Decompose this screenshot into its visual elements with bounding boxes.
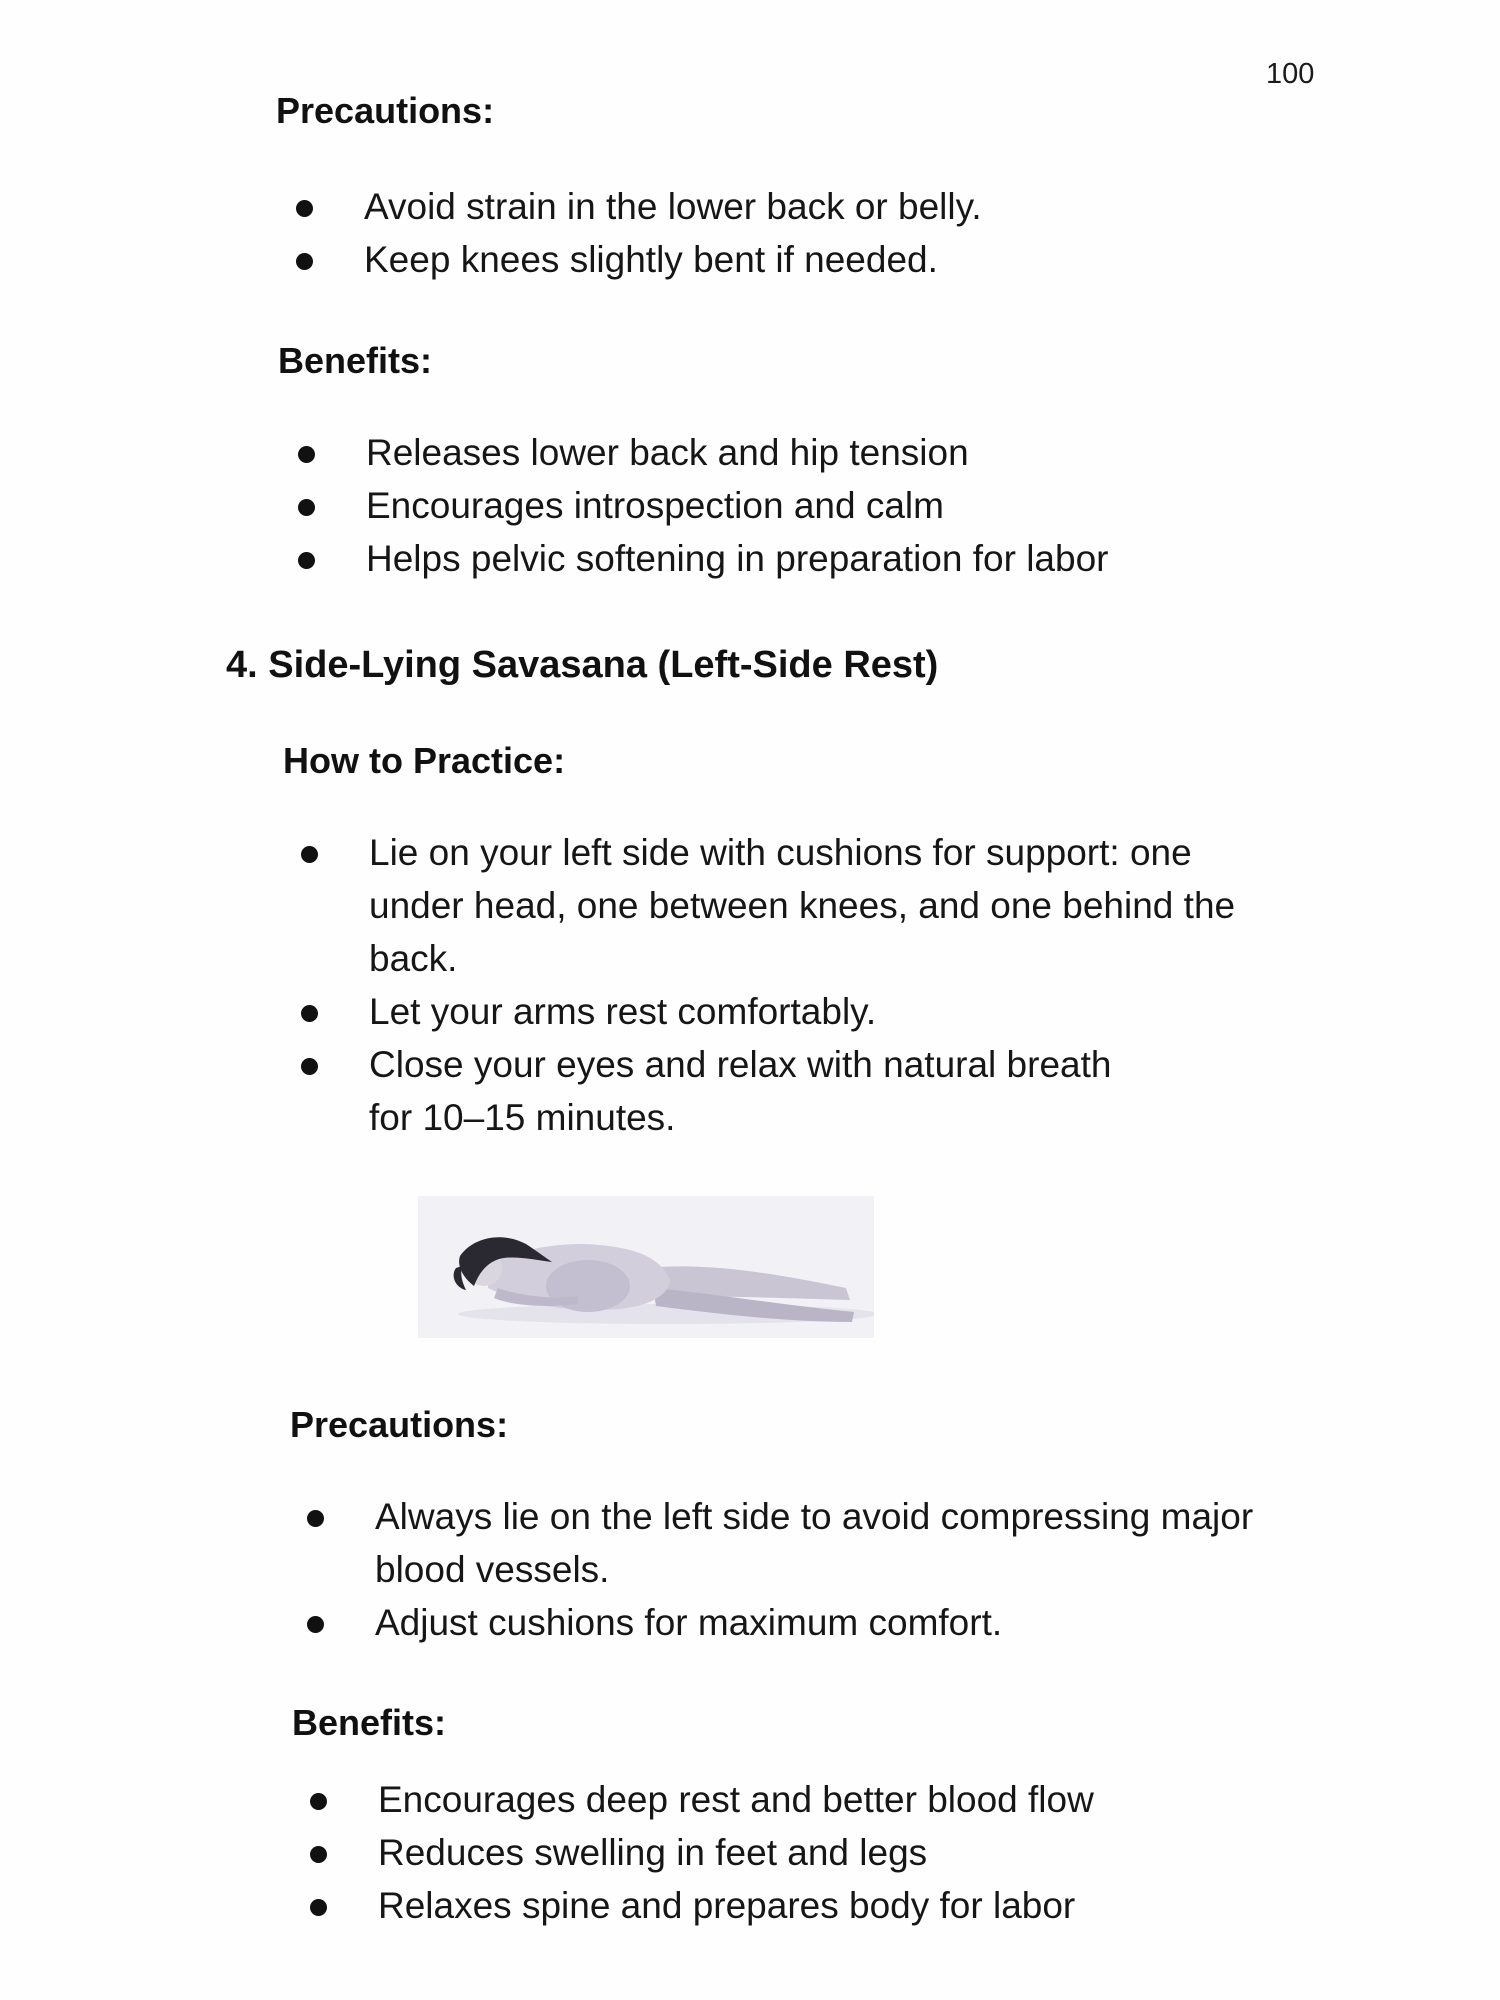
benefits-list xyxy=(310,1773,1310,1932)
bullet-icon xyxy=(301,846,318,863)
list-item: Helps pelvic softening in preparation for labor xyxy=(298,532,1298,585)
list-item: Encourages deep rest and better blood flow xyxy=(310,1773,1310,1826)
bullet-icon xyxy=(310,1793,327,1810)
how-to-practice-heading: How to Practice: xyxy=(283,740,566,781)
list-item: Encourages introspection and calm xyxy=(298,479,1298,532)
list-item: Keep knees slightly bent if needed. xyxy=(296,233,1296,286)
bullet-icon xyxy=(301,1005,318,1022)
list-item: Let your arms rest comfortably. xyxy=(301,985,1251,1038)
list-item: Releases lower back and hip tension xyxy=(298,426,1298,479)
list-item: Close your eyes and relax with natural breath for 10–15 minutes. xyxy=(301,1038,1251,1144)
list-item: Avoid strain in the lower back or belly. xyxy=(296,180,1296,233)
bullet-icon xyxy=(298,552,315,569)
bullet-icon xyxy=(310,1899,327,1916)
list-item: Adjust cushions for maximum comfort. xyxy=(307,1596,1307,1649)
benefits-heading: Benefits: xyxy=(278,340,433,381)
list-item: Relaxes spine and prepares body for labor xyxy=(310,1879,1310,1932)
list-item: Lie on your left side with cushions for support: one under head, one between knees, and one behind the back. xyxy=(301,826,1251,985)
benefits-list xyxy=(298,426,1298,585)
how-to-practice-list xyxy=(301,826,1251,1144)
bullet-icon xyxy=(296,200,313,217)
list-item: Always lie on the left side to avoid compressing major blood vessels. xyxy=(307,1490,1307,1596)
bullet-icon xyxy=(310,1846,327,1863)
bullet-icon xyxy=(298,446,315,463)
precautions-heading: Precautions: xyxy=(276,90,495,131)
bullet-icon xyxy=(301,1058,318,1075)
section-title: 4. Side-Lying Savasana (Left-Side Rest) xyxy=(226,644,939,686)
bullet-icon xyxy=(307,1510,324,1527)
precautions-list xyxy=(296,180,1296,286)
page-number: 100 xyxy=(1266,58,1315,90)
benefits-heading: Benefits: xyxy=(292,1702,447,1743)
side-lying-pose-icon xyxy=(418,1196,874,1338)
bullet-icon xyxy=(296,253,313,270)
precautions-list xyxy=(307,1490,1307,1649)
list-item: Reduces swelling in feet and legs xyxy=(310,1826,1310,1879)
side-lying-pose-illustration xyxy=(418,1196,874,1338)
bullet-icon xyxy=(307,1616,324,1633)
bullet-icon xyxy=(298,499,315,516)
precautions-heading: Precautions: xyxy=(290,1404,509,1445)
